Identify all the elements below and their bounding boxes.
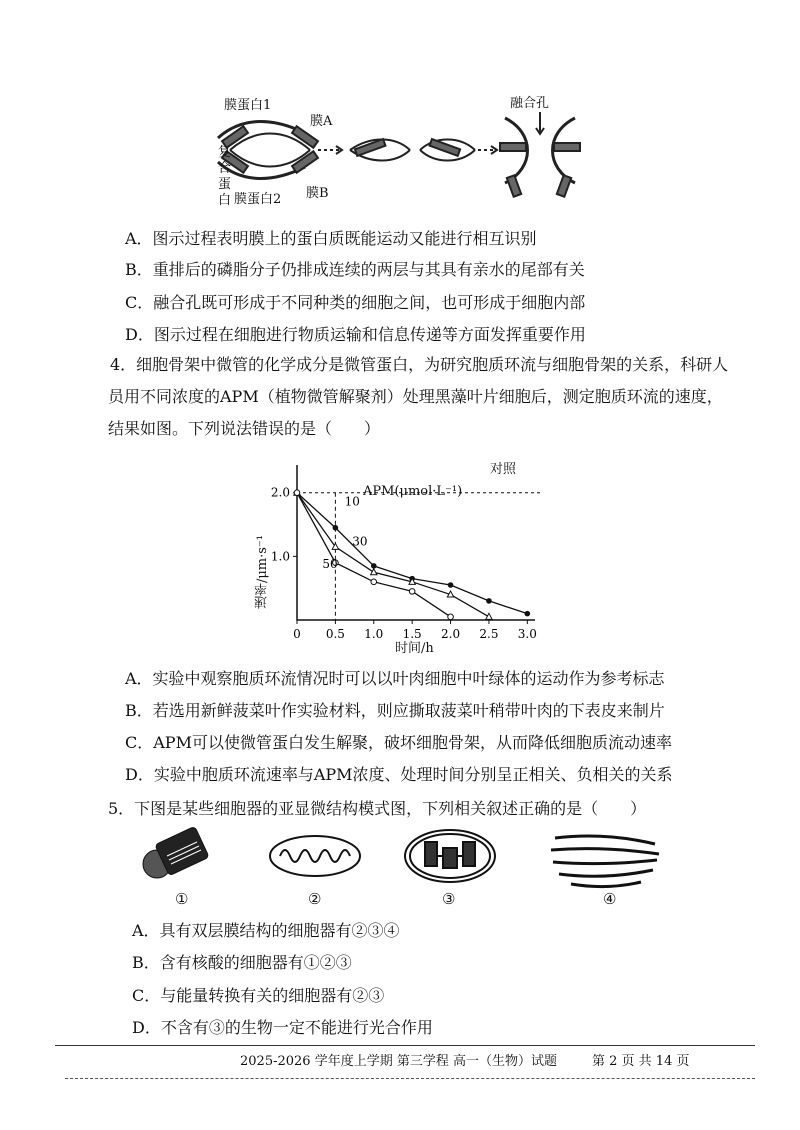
q4-stem-line2: 员用不同浓度的APM（植物微管解聚剂）处理黑藻叶片细胞后，测定胞质环流的速度， xyxy=(108,387,723,406)
apm-rate-chart xyxy=(245,455,565,670)
q5-option-b: B．含有核酸的细胞器有①②③ xyxy=(132,953,352,972)
label-membrane-a: 膜A xyxy=(310,114,333,129)
label-complex-1: 复 xyxy=(218,145,232,160)
x-tick-label: 2.5 xyxy=(479,627,499,641)
point-30 xyxy=(486,613,492,619)
q4-stem-line3: 结果如图。下列说法错误的是（ ） xyxy=(108,419,381,438)
centrosome-icon xyxy=(143,826,209,878)
x-tick-label: 1.0 xyxy=(364,627,384,641)
x-tick-label: 3.0 xyxy=(517,627,537,641)
point-50 xyxy=(409,589,415,595)
label-membrane-b: 膜B xyxy=(306,186,329,201)
point-50 xyxy=(371,579,377,585)
y-tick-label: 1.0 xyxy=(270,549,290,564)
label-complex-3: 蛋 xyxy=(218,177,232,192)
q3-option-a: A．图示过程表明膜上的蛋白质既能运动又能进行相互识别 xyxy=(125,229,537,248)
q4-option-b: B．若选用新鲜菠菜叶作实验材料，则应撕取菠菜叶稍带叶肉的下表皮来制片 xyxy=(125,701,665,720)
point-10 xyxy=(333,525,339,531)
q5-option-c: C．与能量转换有关的细胞器有②③ xyxy=(132,986,385,1005)
x-tick-label: 1.5 xyxy=(402,627,422,641)
er-icon xyxy=(551,836,659,887)
q4-option-d: D．实验中胞质环流速率与APM浓度、处理时间分别呈正相关、负相关的关系 xyxy=(125,765,673,784)
organelle-label-2: ② xyxy=(308,890,322,908)
chart-ylabel: 速率/μm·s⁻¹ xyxy=(255,535,270,610)
organelle-label-3: ③ xyxy=(442,890,456,908)
footer-rule-bottom xyxy=(65,1078,755,1079)
q5-option-a: A．具有双层膜结构的细胞器有②③④ xyxy=(132,921,400,940)
label-complex-2: 合 xyxy=(218,161,232,176)
q5-stem: 5．下图是某些细胞器的亚显微结构模式图，下列相关叙述正确的是（ ） xyxy=(108,799,647,818)
footer-rule-top xyxy=(55,1045,755,1046)
membrane-fusion-figure xyxy=(210,88,600,218)
chart-xlabel: 时间/h xyxy=(395,641,434,656)
point-10 xyxy=(525,611,531,617)
y-tick-label: 2.0 xyxy=(270,485,290,500)
point-10 xyxy=(448,582,454,588)
mitochondrion-icon xyxy=(270,836,360,876)
series-line-30 xyxy=(297,493,489,617)
chart-legend-title: APM(μmol·L⁻¹) xyxy=(363,484,463,499)
q5-option-d: D．不含有③的生物一定不能进行光合作用 xyxy=(132,1018,433,1037)
series-label-10: 10 xyxy=(344,494,360,509)
q4-option-a: A．实验中观察胞质环流情况时可以以叶肉细胞中叶绿体的运动作为参考标志 xyxy=(125,669,665,688)
label-protein2: 膜蛋白2 xyxy=(234,192,282,207)
q4-option-c: C．APM可以使微管蛋白发生解聚，破坏细胞骨架，从而降低细胞质流动速率 xyxy=(125,733,672,752)
organelle-figure xyxy=(135,826,695,916)
series-label-50: 50 xyxy=(322,556,338,571)
footer-page: 第 2 页 共 14 页 xyxy=(592,1054,690,1069)
series-line-50 xyxy=(297,493,451,617)
label-complex-4: 白 xyxy=(218,193,232,208)
series-line-10 xyxy=(297,493,527,614)
point-10 xyxy=(486,598,492,604)
q3-option-c: C．融合孔既可形成于不同种类的细胞之间，也可形成于细胞内部 xyxy=(125,293,586,312)
x-tick-label: 0.5 xyxy=(325,627,345,641)
organelle-label-1: ① xyxy=(175,890,189,908)
point-50 xyxy=(448,614,454,620)
series-label-30: 30 xyxy=(352,534,368,549)
q3-option-b: B．重排后的磷脂分子仍排成连续的两层与其具有亲水的尾部有关 xyxy=(125,260,585,279)
label-fusion-pore: 融合孔 xyxy=(510,96,550,111)
x-tick-label: 2.0 xyxy=(441,627,461,641)
point-50 xyxy=(294,490,300,496)
q4-stem-line1: 4．细胞骨架中微管的化学成分是微管蛋白，为研究胞质环流与细胞骨架的关系，科研人 xyxy=(110,355,729,374)
q3-option-d: D．图示过程在细胞进行物质运输和信息传递等方面发挥重要作用 xyxy=(125,325,586,344)
organelle-label-4: ④ xyxy=(603,890,617,908)
chart-control-label: 对照 xyxy=(490,462,517,477)
chloroplast-icon xyxy=(405,830,495,882)
x-tick-label: 0 xyxy=(293,627,301,641)
label-protein1: 膜蛋白1 xyxy=(224,98,272,113)
footer-title: 2025-2026 学年度上学期 第三学程 高一（生物）试题 xyxy=(240,1054,557,1069)
point-30 xyxy=(371,569,377,575)
